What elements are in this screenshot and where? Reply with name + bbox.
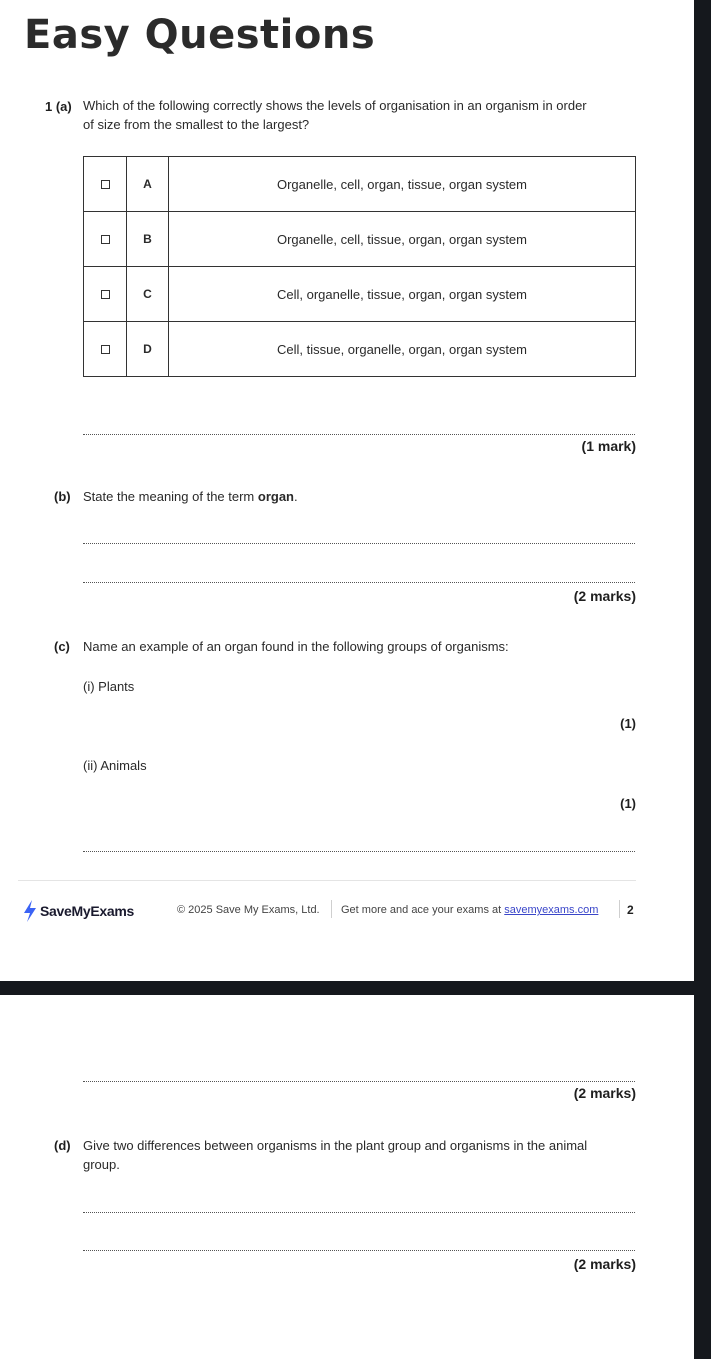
- checkbox-icon[interactable]: [101, 235, 110, 244]
- option-c-checkbox-cell[interactable]: [84, 267, 127, 322]
- option-letter: B: [127, 212, 169, 267]
- option-row-c: [84, 267, 636, 322]
- option-row-a: [84, 157, 636, 212]
- option-letter: A: [127, 157, 169, 212]
- marks-label: (2 marks): [573, 1085, 636, 1101]
- question-label-d: (d): [54, 1138, 71, 1153]
- checkbox-icon[interactable]: [101, 290, 110, 299]
- option-text: Organelle, cell, organ, tissue, organ system: [169, 157, 636, 212]
- footer-separator: [619, 900, 620, 918]
- option-row-d: [84, 322, 636, 377]
- question-1b-text: [83, 487, 298, 506]
- savemyexams-link[interactable]: savemyexams.com: [504, 904, 599, 916]
- option-letter: D: [127, 322, 169, 377]
- question-1b-text-end: .: [294, 489, 298, 504]
- footer-promo: [341, 904, 598, 916]
- question-1d-line2: group.: [83, 1157, 120, 1172]
- option-a-checkbox-cell[interactable]: [84, 157, 127, 212]
- checkbox-icon[interactable]: [101, 180, 110, 189]
- answer-line[interactable]: [83, 1212, 635, 1213]
- question-number: 1 (a): [45, 99, 72, 114]
- promo-text: Get more and ace your exams at: [341, 904, 505, 916]
- page-number: 2: [627, 903, 634, 917]
- marks-label: (2 marks): [573, 1256, 636, 1272]
- answer-line[interactable]: [83, 1081, 635, 1082]
- question-1c-text: Name an example of an organ found in the following groups of organisms:: [83, 639, 509, 654]
- part-i-marks: (1): [620, 716, 636, 731]
- option-letter: C: [127, 267, 169, 322]
- option-d-checkbox-cell[interactable]: [84, 322, 127, 377]
- option-text: Cell, tissue, organelle, organ, organ system: [169, 322, 636, 377]
- option-text: Cell, organelle, tissue, organ, organ system: [169, 267, 636, 322]
- part-ii-label: (ii) Animals: [83, 758, 147, 773]
- question-1a-line1: Which of the following correctly shows the levels of organisation in an organism in order: [83, 98, 587, 113]
- question-1b-text-start: State the meaning of the term: [83, 489, 258, 504]
- question-1b-keyword: organ: [257, 489, 295, 504]
- page-break-bar: [0, 981, 711, 995]
- question-1a-text: [83, 96, 643, 134]
- copyright-text: © 2025 Save My Exams, Ltd.: [177, 904, 320, 916]
- question-1a-line2: of size from the smallest to the largest?: [83, 117, 310, 132]
- answer-line[interactable]: [83, 851, 635, 852]
- page-title: Easy Questions: [24, 12, 376, 58]
- answer-line[interactable]: [83, 434, 635, 435]
- option-text: Organelle, cell, tissue, organ, organ system: [169, 212, 636, 267]
- question-1d-text: [83, 1136, 643, 1174]
- marks-label: (2 marks): [573, 588, 636, 604]
- options-table: [83, 156, 636, 377]
- brand-name: SaveMyExams: [40, 903, 134, 919]
- question-label-c: (c): [54, 639, 70, 654]
- answer-line[interactable]: [83, 582, 635, 583]
- option-b-checkbox-cell[interactable]: [84, 212, 127, 267]
- answer-line[interactable]: [83, 543, 635, 544]
- footer-divider: [18, 880, 636, 881]
- marks-label: (1 mark): [581, 438, 636, 454]
- answer-line[interactable]: [83, 1250, 635, 1251]
- brand-logo[interactable]: [22, 900, 134, 922]
- footer-separator: [331, 900, 332, 918]
- part-i-label: (i) Plants: [83, 679, 135, 694]
- scroll-area-edge: [694, 0, 711, 1359]
- question-1d-line1: Give two differences between organisms in the plant group and organisms in the animal: [83, 1138, 588, 1153]
- option-row-b: [84, 212, 636, 267]
- part-ii-marks: (1): [620, 796, 636, 811]
- question-label-b: (b): [54, 489, 71, 504]
- checkbox-icon[interactable]: [101, 345, 110, 354]
- lightning-bolt-icon: [22, 900, 38, 922]
